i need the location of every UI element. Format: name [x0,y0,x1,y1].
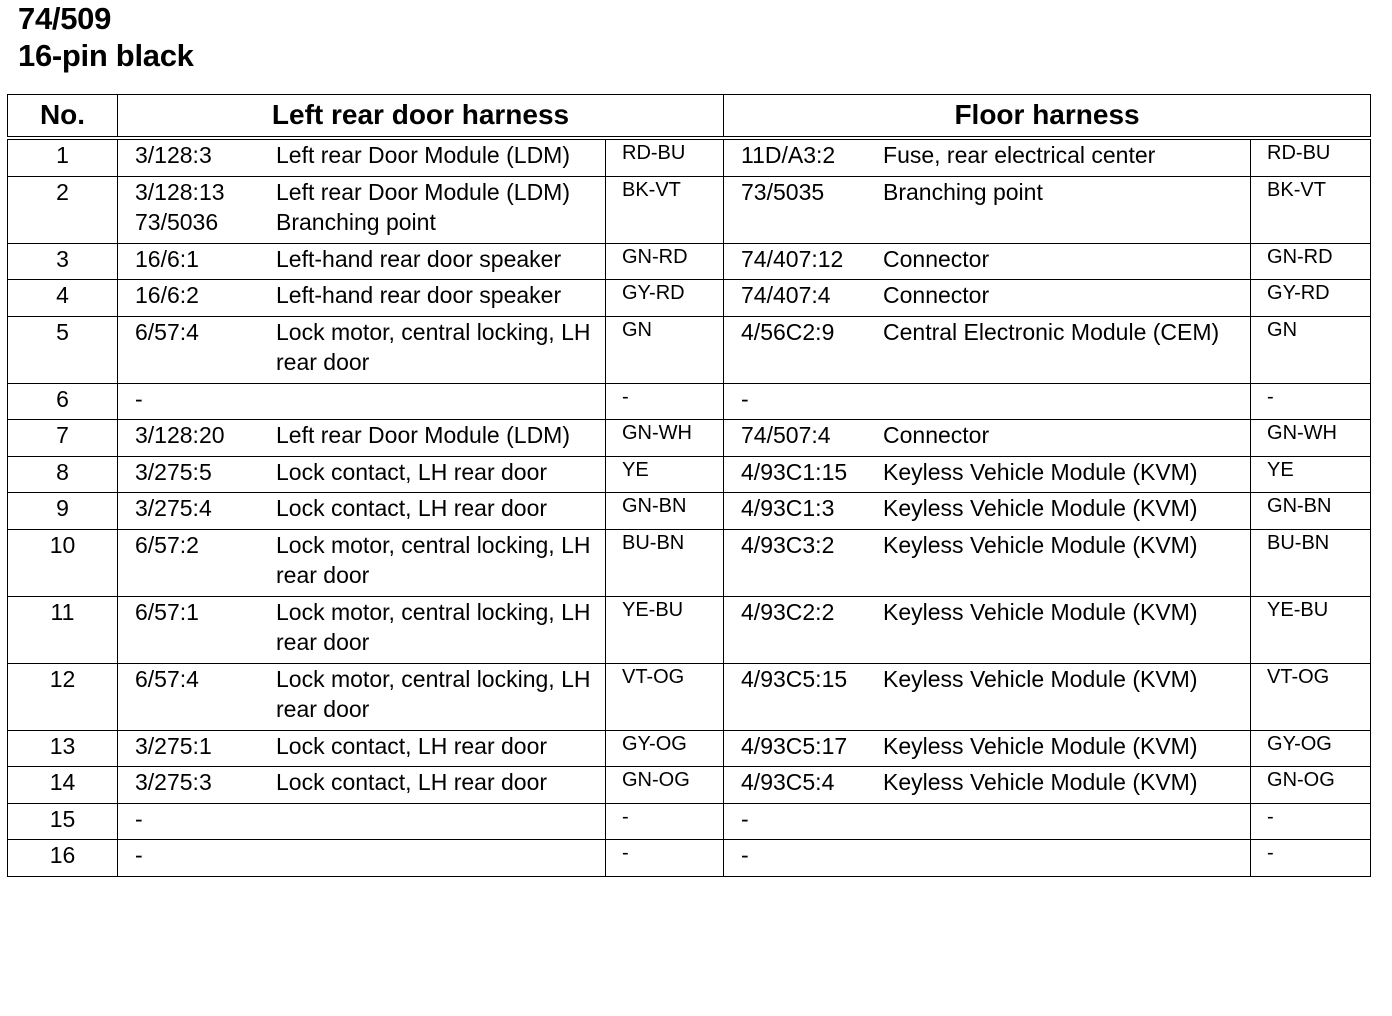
connection-entry [135,664,605,725]
pin-number: 6 [8,383,118,420]
right-wire-color: BU-BN [1251,529,1371,596]
left-wire-color: GY-OG [606,730,724,767]
connection-entry [741,280,1250,311]
left-harness-cell [118,243,606,280]
right-wire-color: GN-OG [1251,767,1371,804]
component-reference: - [135,842,143,868]
component-description: Connector [883,422,990,448]
header-right-harness: Floor harness [724,95,1371,139]
component-description: Left rear Door Module (LDM) [276,178,570,205]
component-description [276,804,605,835]
component-reference: 6/57:4 [135,318,199,345]
table-row [8,420,1371,457]
component-reference: 4/93C3:2 [741,531,835,558]
component-reference: 3/275:3 [135,769,212,795]
component-description: Lock contact, LH rear door [276,769,548,795]
connection-entry [135,207,605,238]
pin-number: 1 [8,138,118,176]
connection-entry [135,384,605,415]
right-harness-cell [724,420,1251,457]
pin-number: 3 [8,243,118,280]
left-harness-cell [118,456,606,493]
component-reference: 4/93C1:3 [741,495,835,521]
left-wire-color: VT-OG [606,663,724,730]
component-description [883,384,1250,415]
connection-entry [135,767,605,798]
component-description [276,840,605,871]
connection-entry [135,244,605,275]
table-row [8,383,1371,420]
component-description: Keyless Vehicle Module (KVM) [883,458,1198,485]
component-reference: - [741,805,749,832]
left-harness-cell [118,596,606,663]
connection-entry [135,493,605,524]
connection-entry [741,244,1250,275]
connection-entry [135,317,605,378]
left-harness-cell [118,280,606,317]
right-wire-color: - [1251,803,1371,840]
component-reference: 74/507:4 [741,422,831,448]
table-row [8,456,1371,493]
left-wire-color: GY-RD [606,280,724,317]
component-reference: 6/57:4 [135,665,199,692]
left-wire-color: GN [606,316,724,383]
component-description: Left rear Door Module (LDM) [276,422,570,448]
component-description: Lock motor, central locking, LH rear door [276,318,591,375]
component-reference: 4/93C2:2 [741,598,835,625]
table-row [8,493,1371,530]
component-description: Lock motor, central locking, LH rear door [276,598,591,655]
left-wire-color: RD-BU [606,138,724,176]
component-reference: 16/6:2 [135,282,199,308]
component-reference: 73/5035 [741,178,825,205]
left-harness-cell [118,176,606,243]
component-reference: 3/275:5 [135,458,212,485]
component-description: Branching point [883,178,1043,205]
pin-number: 15 [8,803,118,840]
right-wire-color: GN [1251,316,1371,383]
component-description: Lock motor, central locking, LH rear door [276,531,591,588]
right-harness-cell [724,840,1251,877]
right-wire-color: - [1251,840,1371,877]
table-row [8,138,1371,176]
left-harness-cell [118,767,606,804]
component-description: Keyless Vehicle Module (KVM) [883,531,1198,558]
connection-entry [741,530,1250,561]
component-reference: 73/5036 [135,209,219,235]
connection-entry [135,840,605,871]
right-harness-cell [724,767,1251,804]
component-description: Branching point [276,209,436,235]
left-wire-color: - [606,803,724,840]
right-harness-cell [724,663,1251,730]
right-wire-color: RD-BU [1251,138,1371,176]
right-wire-color: BK-VT [1251,176,1371,243]
component-reference: 4/93C5:17 [741,732,848,759]
component-description: Left-hand rear door speaker [276,245,562,272]
component-reference: 4/56C2:9 [741,318,835,345]
header-left-harness: Left rear door harness [118,95,724,139]
pin-number: 4 [8,280,118,317]
connection-entry [135,140,605,171]
component-description: Lock contact, LH rear door [276,732,548,759]
component-reference: 4/93C1:15 [741,458,848,485]
pin-table [7,94,1371,877]
right-harness-cell [724,280,1251,317]
component-description: Lock contact, LH rear door [276,458,548,485]
pin-number: 2 [8,176,118,243]
component-description: Keyless Vehicle Module (KVM) [883,665,1198,692]
connection-entry [135,597,605,658]
connection-entry [741,731,1250,762]
component-reference: 74/407:12 [741,245,844,272]
right-wire-color: GY-OG [1251,730,1371,767]
left-harness-cell [118,803,606,840]
connection-entry [741,840,1250,871]
pin-number: 16 [8,840,118,877]
table-row [8,280,1371,317]
right-harness-cell [724,383,1251,420]
connection-entry [135,280,605,311]
right-harness-cell [724,316,1251,383]
right-wire-color: YE [1251,456,1371,493]
left-wire-color: - [606,840,724,877]
pin-rows [8,138,1371,876]
component-description: Central Electronic Module (CEM) [883,318,1220,345]
right-harness-cell [724,243,1251,280]
right-wire-color: GN-RD [1251,243,1371,280]
left-harness-cell [118,840,606,877]
connection-entry [741,317,1250,348]
left-harness-cell [118,663,606,730]
component-description: Left-hand rear door speaker [276,282,562,308]
pin-number: 12 [8,663,118,730]
right-harness-cell [724,493,1251,530]
connection-entry [135,731,605,762]
left-wire-color: YE [606,456,724,493]
connection-entry [135,530,605,591]
component-reference: 4/93C5:4 [741,769,835,795]
component-reference: - [741,385,749,412]
left-harness-cell [118,316,606,383]
table-row [8,840,1371,877]
pin-number: 8 [8,456,118,493]
connection-entry [135,177,605,208]
pin-number: 14 [8,767,118,804]
component-reference: 11D/A3:2 [741,142,836,168]
component-reference: 3/275:1 [135,732,212,759]
left-wire-color: GN-OG [606,767,724,804]
component-description: Fuse, rear electrical center [883,142,1156,168]
connection-entry [741,804,1250,835]
pin-number: 10 [8,529,118,596]
component-reference: 3/128:13 [135,178,225,205]
left-harness-cell [118,529,606,596]
component-description: Connector [883,245,990,272]
component-description: Keyless Vehicle Module (KVM) [883,598,1198,625]
component-description: Left rear Door Module (LDM) [276,142,570,168]
connection-entry [741,597,1250,628]
component-description [883,840,1250,871]
pin-number: 7 [8,420,118,457]
right-harness-cell [724,456,1251,493]
left-harness-cell [118,730,606,767]
component-description: Lock contact, LH rear door [276,495,548,521]
connection-entry [741,177,1250,208]
right-harness-cell [724,529,1251,596]
component-reference: 3/128:3 [135,142,212,168]
component-reference: - [741,842,749,868]
connection-entry [741,140,1250,171]
pin-number: 11 [8,596,118,663]
right-wire-color: YE-BU [1251,596,1371,663]
header-no: No. [8,95,118,139]
right-wire-color: VT-OG [1251,663,1371,730]
component-description: Keyless Vehicle Module (KVM) [883,495,1198,521]
left-wire-color: - [606,383,724,420]
left-harness-cell [118,493,606,530]
right-wire-color: GY-RD [1251,280,1371,317]
component-reference: 6/57:2 [135,531,199,558]
table-row [8,596,1371,663]
table-row [8,529,1371,596]
pin-number: 9 [8,493,118,530]
component-description: Keyless Vehicle Module (KVM) [883,732,1198,759]
left-wire-color: BU-BN [606,529,724,596]
pin-number: 13 [8,730,118,767]
component-reference: - [135,805,143,832]
component-reference: 3/275:4 [135,495,212,521]
connection-entry [135,457,605,488]
component-reference: - [135,385,143,412]
component-description: Connector [883,282,990,308]
component-reference: 74/407:4 [741,282,831,308]
connector-description: 16-pin black [18,38,194,73]
left-wire-color: GN-WH [606,420,724,457]
connection-entry [741,384,1250,415]
right-wire-color: GN-WH [1251,420,1371,457]
right-harness-cell [724,596,1251,663]
connection-entry [741,767,1250,798]
connector-id: 74/509 [18,1,112,36]
connection-entry [741,420,1250,451]
header-row [8,95,1371,139]
right-harness-cell [724,803,1251,840]
component-reference: 3/128:20 [135,422,225,448]
component-description: Lock motor, central locking, LH rear door [276,665,591,722]
left-wire-color: BK-VT [606,176,724,243]
right-harness-cell [724,138,1251,176]
component-reference: 6/57:1 [135,598,199,625]
table-row [8,176,1371,243]
title-block [18,0,194,74]
connection-entry [741,457,1250,488]
table-row [8,767,1371,804]
right-wire-color: - [1251,383,1371,420]
component-reference: 16/6:1 [135,245,199,272]
left-wire-color: YE-BU [606,596,724,663]
table-row [8,316,1371,383]
component-description [883,804,1250,835]
connection-entry [135,420,605,451]
connection-entry [741,664,1250,695]
table-row [8,663,1371,730]
table-row [8,803,1371,840]
table-row [8,243,1371,280]
right-harness-cell [724,176,1251,243]
left-harness-cell [118,420,606,457]
right-harness-cell [724,730,1251,767]
left-wire-color: GN-RD [606,243,724,280]
component-reference: 4/93C5:15 [741,665,848,692]
component-description [276,384,605,415]
left-harness-cell [118,383,606,420]
left-wire-color: GN-BN [606,493,724,530]
right-wire-color: GN-BN [1251,493,1371,530]
component-description: Keyless Vehicle Module (KVM) [883,769,1198,795]
left-harness-cell [118,138,606,176]
table-row [8,730,1371,767]
connection-entry [741,493,1250,524]
connection-entry [135,804,605,835]
pin-number: 5 [8,316,118,383]
